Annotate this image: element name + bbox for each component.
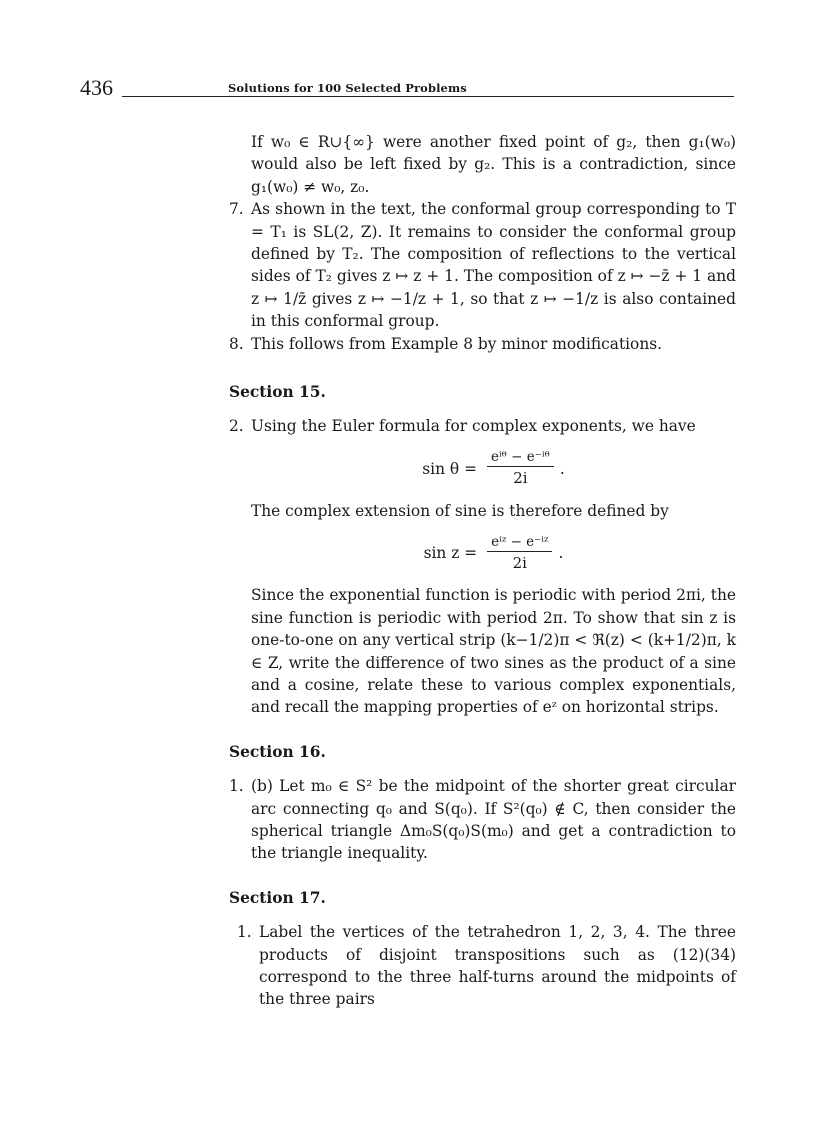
item-number: 1. (237, 923, 252, 942)
paragraph: The complex extension of sine is therefore defined by (251, 501, 669, 520)
item-text: (b) Let m₀ ∈ S² be the midpoint of the shorter great circular arc connecting q₀ and S(q₀). If S²(q₀) ∉ C, then consider the spherical triangle Δm₀S(q₀)S(m₀) and get a contradiction to the triangle inequality. (251, 777, 736, 863)
list-item (229, 333, 736, 355)
equation-lhs: sin z = (423, 544, 478, 563)
item-text: Label the vertices of the tetrahedron 1, 2, 3, 4. The three products of disjoint transpositions such as (12)(34) correspond to the three half-turns around the midpoints of the three pairs (259, 923, 736, 1009)
page-body (229, 131, 736, 1011)
fraction (487, 533, 552, 574)
section-16-heading: Section 16. (229, 742, 326, 761)
fraction-numerator: eⁱᶿ − e⁻ⁱᶿ (490, 449, 550, 466)
section-15-heading: Section 15. (229, 383, 326, 402)
problem-list-section14 (229, 198, 736, 355)
equation-period: . (559, 459, 565, 478)
problem-list-section16 (229, 775, 736, 865)
equation-sine-theta (229, 438, 736, 500)
list-item (229, 775, 736, 865)
list-item (229, 921, 736, 1011)
item-number: 7. (229, 200, 244, 219)
header-rule (122, 96, 734, 97)
equation-sine-z (229, 522, 736, 584)
fraction-denominator: 2i (513, 469, 528, 488)
list-item (229, 415, 736, 437)
equation-lhs: sin θ = (422, 459, 477, 478)
list-item (229, 198, 736, 332)
fraction (487, 448, 554, 489)
equation-period: . (558, 544, 564, 563)
item-number: 1. (229, 777, 244, 796)
item-number: 2. (229, 417, 244, 436)
item-text: This follows from Example 8 by minor modifications. (251, 334, 663, 353)
item-intro: Using the Euler formula for complex exponents, we have (251, 417, 696, 436)
continued-paragraph: If w₀ ∈ R∪{∞} were another fixed point of g₂, then g₁(w₀) would also be left fixed by g₂. This is a contradiction, since g₁(w₀) ≠ w₀, z₀. (251, 133, 736, 196)
item-text: As shown in the text, the conformal group corresponding to T = T₁ is SL(2, Z). It remains to consider the conformal group defined by T₂. The composition of reflections to the vertical sides of T₂ gives z ↦ z + 1. The composition of z ↦ −z̄ + 1 and z ↦ 1/z̄ gives z ↦ −1/z + 1, so that z ↦ −1/z is also contained in this conformal group. (251, 200, 736, 331)
running-title: Solutions for 100 Selected Problems (228, 81, 467, 95)
fraction-numerator: eⁱᶻ − e⁻ⁱᶻ (491, 533, 549, 550)
paragraph: Since the exponential function is periodic with period 2πi, the sine function is periodic with period 2π. To show that sin z is one-to-one on any vertical strip (k−1/2)π < ℜ(z) < (k+1/2)π, k ∈ Z, write the difference of two sines as the product of a sine and a cosine, relate these to various complex exponentials, and recall the mapping properties of eᶻ on horizontal strips. (251, 586, 736, 717)
section-17-heading: Section 17. (229, 888, 326, 907)
fraction-denominator: 2i (512, 553, 527, 572)
problem-list-section15 (229, 415, 736, 437)
item-number: 8. (229, 334, 244, 353)
page-number: 436 (80, 75, 113, 100)
problem-list-section17 (229, 921, 736, 1011)
